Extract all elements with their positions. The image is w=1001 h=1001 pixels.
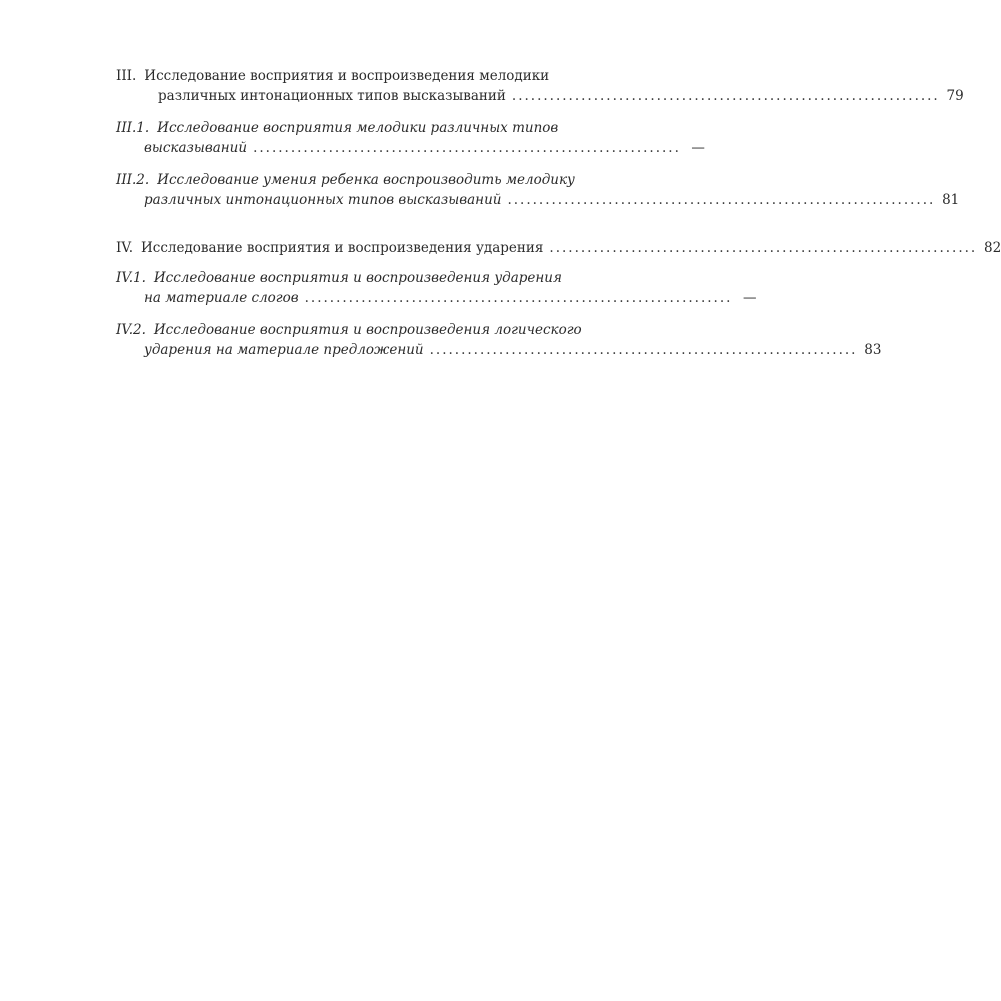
toc-entry-3-1 <box>116 118 705 158</box>
toc-page-number: 83 <box>864 342 882 358</box>
toc-entry-3-2 <box>116 170 960 210</box>
toc-entry-last-line <box>116 238 1001 258</box>
toc-entry-4-1 <box>116 268 757 308</box>
toc-entry-4 <box>116 238 1001 258</box>
toc-entry-title: Исследование восприятия и воспроизведения ударения <box>153 270 562 286</box>
toc-entry-number: IV. <box>116 240 134 256</box>
toc-entry-title-continued: на материале слогов <box>144 290 299 306</box>
toc-page-number: 79 <box>946 88 964 104</box>
toc-entry-title-continued: ударения на материале предложений <box>144 342 424 358</box>
toc-entry-title <box>116 238 543 258</box>
toc-entry-first-line <box>116 118 612 138</box>
toc-entry-last-line <box>116 288 757 308</box>
toc-entry-number: IV.1. <box>116 270 146 286</box>
toc-entry-last-line <box>116 86 964 106</box>
toc-entry-last-line <box>116 190 960 210</box>
toc-entry-first-line <box>116 268 612 288</box>
toc-page-number: — <box>742 290 757 306</box>
toc-entry-first-line <box>116 66 612 86</box>
toc-entry-number: IV.2. <box>116 322 146 338</box>
toc-entry-first-line <box>116 170 612 190</box>
toc-entry-first-line <box>116 320 612 340</box>
toc-entry-title: Исследование восприятия мелодики различных типов <box>157 120 559 136</box>
dot-leader: .................................................................... <box>304 290 733 306</box>
toc-page-number: 82 <box>984 240 1001 256</box>
toc-page-number: — <box>691 140 705 156</box>
toc-entry-last-line <box>116 138 705 158</box>
toc-entry-title-continued: различных интонационных типов высказываний <box>144 192 502 208</box>
dot-leader: .................................................................... <box>253 140 681 156</box>
toc-entry-title: Исследование восприятия и воспроизведения логического <box>153 322 582 338</box>
dot-leader: .................................................................... <box>507 192 936 208</box>
dot-leader: .................................................................... <box>511 88 940 104</box>
table-of-contents <box>116 66 1001 360</box>
toc-entry-number: III.2. <box>116 172 150 188</box>
toc-page-number: 81 <box>942 192 960 208</box>
dot-leader: .................................................................... <box>429 342 858 358</box>
toc-entry-title-continued: различных интонационных типов высказываний <box>158 88 506 104</box>
toc-entry-number: III.1. <box>116 120 150 136</box>
toc-entry-title-continued: высказываний <box>144 140 248 156</box>
dot-leader: .................................................................... <box>549 240 978 256</box>
toc-entry-title-text: Исследование восприятия и воспроизведения ударения <box>141 240 544 256</box>
toc-entry-title: Исследование восприятия и воспроизведения мелодики <box>144 68 550 84</box>
toc-entry-3 <box>116 66 964 106</box>
toc-entry-title: Исследование умения ребенка воспроизводить мелодику <box>157 172 575 188</box>
toc-entry-number: III. <box>116 68 137 84</box>
toc-entry-4-2 <box>116 320 882 360</box>
toc-entry-last-line <box>116 340 882 360</box>
